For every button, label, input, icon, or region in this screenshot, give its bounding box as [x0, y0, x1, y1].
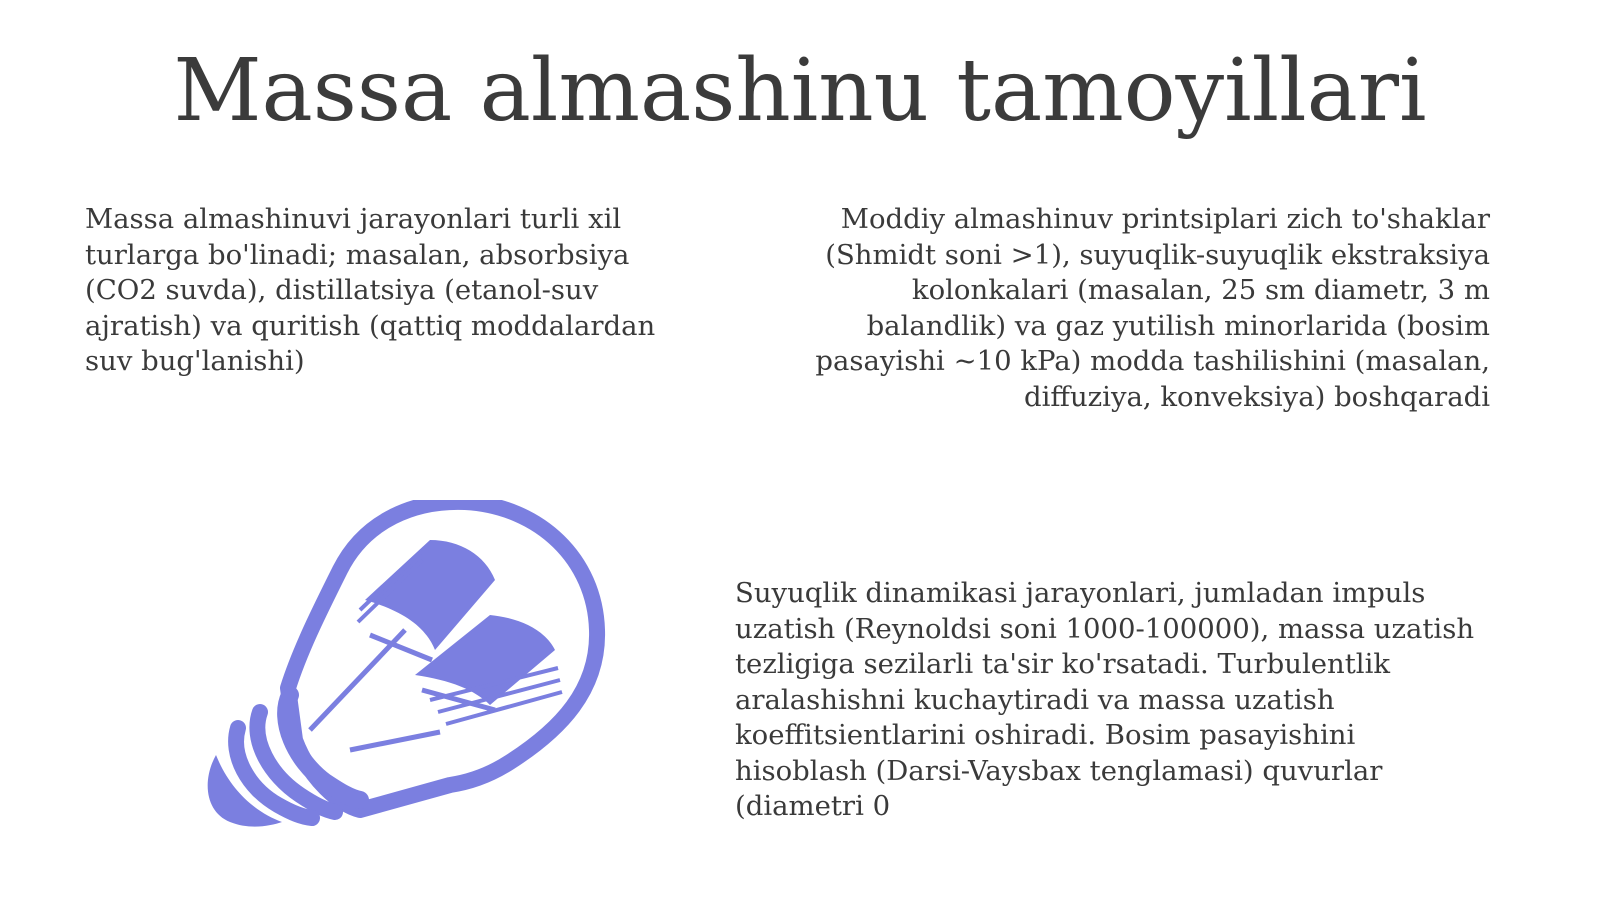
lightbulb-book-icon: [200, 500, 630, 850]
paragraph-left: Massa almashinuvi jarayonlari turli xil turlarga bo'linadi; masalan, absorbsiya (CO2 suvda), distillatsiya (etanol-suv ajratish) va quritish (qattiq moddalardan suv bug'lanishi): [85, 203, 656, 377]
paragraph-right: Moddiy almashinuv printsiplari zich to'shaklar (Shmidt soni >1), suyuqlik-suyuqlik ekstraksiya kolonkalari (masalan, 25 sm diametr, 3 m balandlik) va gaz yutilish minorlarida (bosim pasayishi ~10 kPa) modda tashilishini (masalan, diffuziya, konveksiya) boshqaradi: [815, 203, 1490, 413]
slide-title: Massa almashinu tamoyillari: [173, 41, 1427, 141]
paragraph-bottom: Suyuqlik dinamikasi jarayonlari, jumladan impuls uzatish (Reynoldsi soni 1000-100000), massa uzatish tezligiga sezilarli ta'sir ko'rsatadi. Turbulentlik aralashishni kuchaytiradi va massa uzatish koeffitsientlarini oshiradi. Bosim pasayishini hisoblash (Darsi-Vaysbax tenglamasi) quvurlar (diametri 0: [735, 577, 1475, 822]
